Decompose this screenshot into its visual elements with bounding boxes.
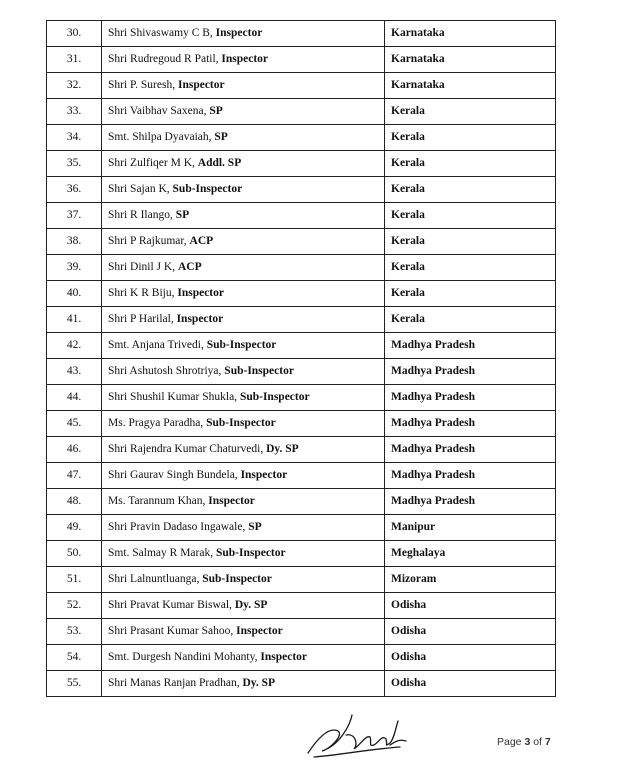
state-cell: Odisha bbox=[385, 671, 556, 697]
table-row bbox=[47, 333, 556, 359]
name-cell bbox=[102, 671, 385, 697]
state-cell: Odisha bbox=[385, 619, 556, 645]
name-cell bbox=[102, 203, 385, 229]
serial-number-cell: 30. bbox=[47, 21, 102, 47]
state-cell: Odisha bbox=[385, 645, 556, 671]
name-cell bbox=[102, 99, 385, 125]
officer-name: Shri Shivaswamy C B, bbox=[108, 27, 213, 39]
officer-name: Shri P. Suresh, bbox=[108, 79, 176, 91]
officer-name: Smt. Durgesh Nandini Mohanty, bbox=[108, 651, 258, 663]
officer-name: Smt. Shilpa Dyavaiah, bbox=[108, 131, 212, 143]
officer-rank: Sub-Inspector bbox=[224, 365, 294, 377]
officer-rank: Sub-Inspector bbox=[202, 573, 272, 585]
officer-rank: ACP bbox=[177, 261, 202, 273]
officer-rank: Sub-Inspector bbox=[206, 417, 276, 429]
serial-number-cell: 37. bbox=[47, 203, 102, 229]
serial-number-cell: 42. bbox=[47, 333, 102, 359]
state-cell: Kerala bbox=[385, 255, 556, 281]
state-cell: Manipur bbox=[385, 515, 556, 541]
serial-number-cell: 39. bbox=[47, 255, 102, 281]
page-total: 7 bbox=[544, 736, 551, 748]
state-cell: Kerala bbox=[385, 307, 556, 333]
state-cell: Madhya Pradesh bbox=[385, 463, 556, 489]
page-current: 3 bbox=[524, 736, 531, 748]
officer-name: Shri Gaurav Singh Bundela, bbox=[108, 469, 238, 481]
serial-number-cell: 55. bbox=[47, 671, 102, 697]
serial-number-cell: 44. bbox=[47, 385, 102, 411]
state-cell: Odisha bbox=[385, 593, 556, 619]
name-cell bbox=[102, 619, 385, 645]
serial-number-cell: 53. bbox=[47, 619, 102, 645]
officer-rank: Dy. SP bbox=[266, 443, 299, 455]
serial-number-cell: 47. bbox=[47, 463, 102, 489]
officer-rank: Inspector bbox=[215, 27, 263, 39]
state-cell: Madhya Pradesh bbox=[385, 333, 556, 359]
officer-name: Shri P Harilal, bbox=[108, 313, 174, 325]
name-cell bbox=[102, 489, 385, 515]
officer-rank: Addl. SP bbox=[197, 157, 242, 169]
table-row bbox=[47, 125, 556, 151]
name-cell bbox=[102, 177, 385, 203]
state-cell: Karnataka bbox=[385, 21, 556, 47]
officer-name: Ms. Pragya Paradha, bbox=[108, 417, 204, 429]
officer-name: Shri Pravat Kumar Biswal, bbox=[108, 599, 232, 611]
table-row bbox=[47, 229, 556, 255]
officer-rank: Dy. SP bbox=[242, 677, 276, 689]
table-row bbox=[47, 515, 556, 541]
serial-number-cell: 51. bbox=[47, 567, 102, 593]
state-cell: Madhya Pradesh bbox=[385, 385, 556, 411]
serial-number-cell: 50. bbox=[47, 541, 102, 567]
officer-name: Shri Zulfiqer M K, bbox=[108, 157, 195, 169]
serial-number-cell: 54. bbox=[47, 645, 102, 671]
state-cell: Karnataka bbox=[385, 47, 556, 73]
officer-rank: Inspector bbox=[260, 651, 308, 663]
table-row bbox=[47, 151, 556, 177]
state-cell: Kerala bbox=[385, 281, 556, 307]
officer-rank: Inspector bbox=[221, 53, 269, 65]
table-row bbox=[47, 411, 556, 437]
name-cell bbox=[102, 463, 385, 489]
officer-name: Shri K R Biju, bbox=[108, 287, 175, 299]
name-cell bbox=[102, 255, 385, 281]
serial-number-cell: 45. bbox=[47, 411, 102, 437]
officer-rank: SP bbox=[175, 209, 190, 221]
name-cell bbox=[102, 645, 385, 671]
officer-name: Shri Manas Ranjan Pradhan, bbox=[108, 677, 240, 689]
serial-number-cell: 52. bbox=[47, 593, 102, 619]
serial-number-cell: 46. bbox=[47, 437, 102, 463]
table-row bbox=[47, 567, 556, 593]
name-cell bbox=[102, 593, 385, 619]
state-cell: Mizoram bbox=[385, 567, 556, 593]
name-cell bbox=[102, 567, 385, 593]
officer-rank: Inspector bbox=[208, 495, 255, 507]
table-row bbox=[47, 671, 556, 697]
table-body bbox=[47, 21, 556, 697]
name-cell bbox=[102, 47, 385, 73]
officer-rank: Sub-Inspector bbox=[239, 391, 310, 403]
name-cell bbox=[102, 229, 385, 255]
serial-number-cell: 34. bbox=[47, 125, 102, 151]
serial-number-cell: 49. bbox=[47, 515, 102, 541]
name-cell bbox=[102, 437, 385, 463]
state-cell: Madhya Pradesh bbox=[385, 359, 556, 385]
state-cell: Karnataka bbox=[385, 73, 556, 99]
name-cell bbox=[102, 21, 385, 47]
name-cell bbox=[102, 385, 385, 411]
name-cell bbox=[102, 307, 385, 333]
state-cell: Kerala bbox=[385, 229, 556, 255]
table-row bbox=[47, 619, 556, 645]
table-row bbox=[47, 203, 556, 229]
state-cell: Kerala bbox=[385, 177, 556, 203]
serial-number-cell: 35. bbox=[47, 151, 102, 177]
officer-name: Shri Ashutosh Shrotriya, bbox=[108, 365, 222, 377]
table-row bbox=[47, 359, 556, 385]
state-cell: Meghalaya bbox=[385, 541, 556, 567]
table-row bbox=[47, 463, 556, 489]
officer-rank: SP bbox=[248, 521, 262, 533]
table-row bbox=[47, 281, 556, 307]
officer-name: Shri Lalnuntluanga, bbox=[108, 573, 200, 585]
table-row bbox=[47, 73, 556, 99]
state-cell: Kerala bbox=[385, 125, 556, 151]
table-row bbox=[47, 255, 556, 281]
table-row bbox=[47, 593, 556, 619]
serial-number-cell: 33. bbox=[47, 99, 102, 125]
officer-name: Ms. Tarannum Khan, bbox=[108, 495, 206, 507]
officer-name: Shri P Rajkumar, bbox=[108, 235, 187, 247]
officer-name: Shri Pravin Dadaso Ingawale, bbox=[108, 521, 246, 533]
awardees-table bbox=[46, 20, 556, 697]
signature bbox=[300, 705, 410, 765]
name-cell bbox=[102, 359, 385, 385]
state-cell: Kerala bbox=[385, 151, 556, 177]
officer-name: Shri Shushil Kumar Shukla, bbox=[108, 391, 238, 403]
table-row bbox=[47, 385, 556, 411]
state-cell: Madhya Pradesh bbox=[385, 437, 556, 463]
officer-name: Shri R Ilango, bbox=[108, 209, 173, 221]
table-row bbox=[47, 307, 556, 333]
officer-rank: SP bbox=[214, 131, 228, 143]
name-cell bbox=[102, 515, 385, 541]
officer-name: Smt. Anjana Trivedi, bbox=[108, 339, 204, 351]
serial-number-cell: 41. bbox=[47, 307, 102, 333]
officer-rank: Sub-Inspector bbox=[215, 547, 286, 559]
officer-name: Shri Rajendra Kumar Chaturvedi, bbox=[108, 443, 264, 455]
officer-name: Smt. Salmay R Marak, bbox=[108, 547, 214, 559]
name-cell bbox=[102, 151, 385, 177]
officer-rank: Sub-Inspector bbox=[172, 183, 243, 195]
officer-rank: Inspector bbox=[236, 625, 283, 637]
page-of: of bbox=[530, 736, 545, 748]
officer-name: Shri Dinil J K, bbox=[108, 261, 176, 273]
officer-name: Shri Rudregoud R Patil, bbox=[108, 53, 219, 65]
serial-number-cell: 48. bbox=[47, 489, 102, 515]
serial-number-cell: 43. bbox=[47, 359, 102, 385]
officer-rank: SP bbox=[209, 105, 223, 117]
serial-number-cell: 32. bbox=[47, 73, 102, 99]
table-row bbox=[47, 541, 556, 567]
name-cell bbox=[102, 125, 385, 151]
state-cell: Madhya Pradesh bbox=[385, 489, 556, 515]
table-row bbox=[47, 47, 556, 73]
table-row bbox=[47, 489, 556, 515]
state-cell: Kerala bbox=[385, 99, 556, 125]
officer-rank: ACP bbox=[189, 235, 214, 247]
table-row bbox=[47, 645, 556, 671]
serial-number-cell: 31. bbox=[47, 47, 102, 73]
name-cell bbox=[102, 411, 385, 437]
officer-rank: Inspector bbox=[177, 287, 224, 299]
serial-number-cell: 36. bbox=[47, 177, 102, 203]
table-row bbox=[47, 99, 556, 125]
name-cell bbox=[102, 333, 385, 359]
officer-rank: Inspector bbox=[176, 313, 224, 325]
page-prefix: Page bbox=[497, 736, 525, 748]
table-row bbox=[47, 177, 556, 203]
table-row bbox=[47, 21, 556, 47]
name-cell bbox=[102, 541, 385, 567]
table-row bbox=[47, 437, 556, 463]
officer-rank: Dy. SP bbox=[234, 599, 268, 611]
serial-number-cell: 38. bbox=[47, 229, 102, 255]
officer-name: Shri Prasant Kumar Sahoo, bbox=[108, 625, 234, 637]
officer-rank: Inspector bbox=[177, 79, 225, 91]
name-cell bbox=[102, 73, 385, 99]
officer-name: Shri Vaibhav Saxena, bbox=[108, 105, 207, 117]
officer-rank: Inspector bbox=[240, 469, 288, 481]
serial-number-cell: 40. bbox=[47, 281, 102, 307]
officer-rank: Sub-Inspector bbox=[206, 339, 277, 351]
state-cell: Kerala bbox=[385, 203, 556, 229]
officer-name: Shri Sajan K, bbox=[108, 183, 170, 195]
name-cell bbox=[102, 281, 385, 307]
page-number bbox=[497, 736, 551, 748]
state-cell: Madhya Pradesh bbox=[385, 411, 556, 437]
